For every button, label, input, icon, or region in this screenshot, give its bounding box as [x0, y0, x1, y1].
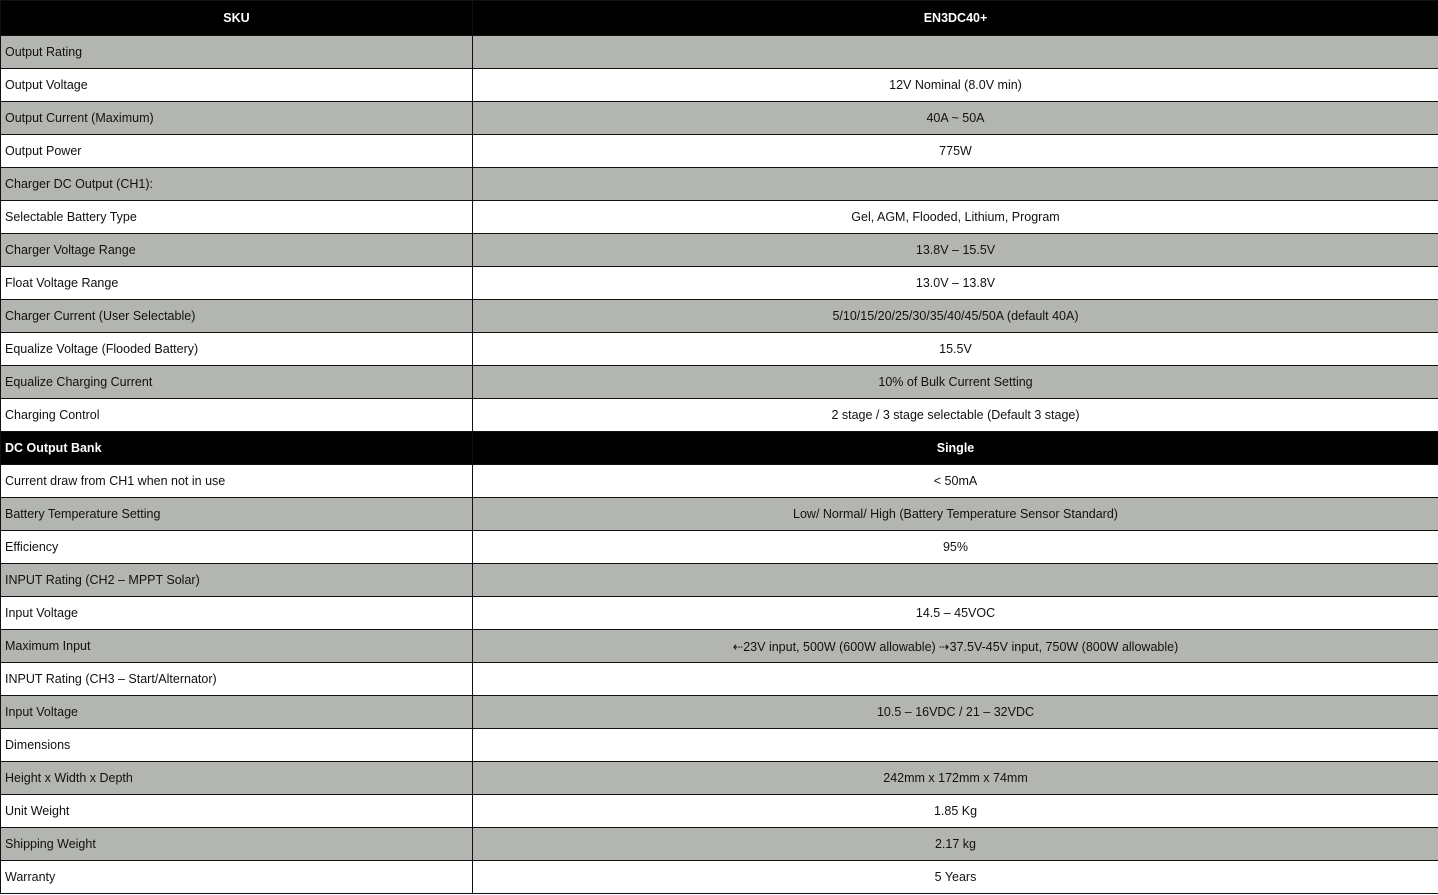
- row-value: ⇠23V input, 500W (600W allowable) ⇢37.5V-45V input, 750W (800W allowable): [473, 630, 1438, 663]
- row-value: Single: [473, 432, 1438, 465]
- table-row: [1, 597, 1438, 630]
- row-value: Low/ Normal/ High (Battery Temperature Sensor Standard): [473, 498, 1438, 531]
- row-label: Charger Current (User Selectable): [1, 300, 473, 333]
- row-value: [473, 729, 1438, 762]
- table-row: [1, 300, 1438, 333]
- row-label: Output Rating: [1, 36, 473, 69]
- row-value: Gel, AGM, Flooded, Lithium, Program: [473, 201, 1438, 234]
- row-label: Output Current (Maximum): [1, 102, 473, 135]
- table-row: [1, 333, 1438, 366]
- table-row: [1, 498, 1438, 531]
- table-row: [1, 366, 1438, 399]
- table-row: [1, 861, 1438, 894]
- table-row: [1, 729, 1438, 762]
- row-label: Equalize Voltage (Flooded Battery): [1, 333, 473, 366]
- row-value: 40A ~ 50A: [473, 102, 1438, 135]
- row-label: Charger DC Output (CH1):: [1, 168, 473, 201]
- table-row: [1, 795, 1438, 828]
- row-value: [473, 564, 1438, 597]
- row-label: Charging Control: [1, 399, 473, 432]
- table-row: [1, 36, 1438, 69]
- table-row: [1, 564, 1438, 597]
- row-value: [473, 36, 1438, 69]
- table-row: [1, 432, 1438, 465]
- row-label: INPUT Rating (CH2 – MPPT Solar): [1, 564, 473, 597]
- header-sku: SKU: [1, 1, 473, 36]
- row-value: 14.5 – 45VOC: [473, 597, 1438, 630]
- spec-table-body: [1, 36, 1438, 894]
- row-label: Current draw from CH1 when not in use: [1, 465, 473, 498]
- table-row: [1, 267, 1438, 300]
- row-value: 13.0V – 13.8V: [473, 267, 1438, 300]
- row-value: 2.17 kg: [473, 828, 1438, 861]
- row-label: INPUT Rating (CH3 – Start/Alternator): [1, 663, 473, 696]
- row-value: 2 stage / 3 stage selectable (Default 3 stage): [473, 399, 1438, 432]
- row-value: 775W: [473, 135, 1438, 168]
- row-value: 10.5 – 16VDC / 21 – 32VDC: [473, 696, 1438, 729]
- table-row: [1, 762, 1438, 795]
- row-value: 95%: [473, 531, 1438, 564]
- row-value: 5 Years: [473, 861, 1438, 894]
- table-row: [1, 663, 1438, 696]
- row-value: 13.8V – 15.5V: [473, 234, 1438, 267]
- row-label: Output Voltage: [1, 69, 473, 102]
- row-label: Charger Voltage Range: [1, 234, 473, 267]
- row-label: Unit Weight: [1, 795, 473, 828]
- row-value: 242mm x 172mm x 74mm: [473, 762, 1438, 795]
- row-label: Dimensions: [1, 729, 473, 762]
- row-label: Warranty: [1, 861, 473, 894]
- row-value: 15.5V: [473, 333, 1438, 366]
- table-row: [1, 102, 1438, 135]
- table-row: [1, 135, 1438, 168]
- table-row: [1, 696, 1438, 729]
- row-value: 5/10/15/20/25/30/35/40/45/50A (default 40A): [473, 300, 1438, 333]
- table-header-row: [1, 1, 1438, 36]
- table-row: [1, 234, 1438, 267]
- row-label: Output Power: [1, 135, 473, 168]
- row-label: Battery Temperature Setting: [1, 498, 473, 531]
- row-label: Input Voltage: [1, 597, 473, 630]
- row-label: Float Voltage Range: [1, 267, 473, 300]
- row-label: Height x Width x Depth: [1, 762, 473, 795]
- header-model: EN3DC40+: [473, 1, 1438, 36]
- row-label: Input Voltage: [1, 696, 473, 729]
- table-row: [1, 201, 1438, 234]
- row-label: Maximum Input: [1, 630, 473, 663]
- table-row: [1, 399, 1438, 432]
- table-row: [1, 531, 1438, 564]
- row-label: Selectable Battery Type: [1, 201, 473, 234]
- row-value: < 50mA: [473, 465, 1438, 498]
- row-label: Equalize Charging Current: [1, 366, 473, 399]
- row-value: [473, 168, 1438, 201]
- row-value: [473, 663, 1438, 696]
- row-value: 10% of Bulk Current Setting: [473, 366, 1438, 399]
- table-row: [1, 69, 1438, 102]
- row-label: Efficiency: [1, 531, 473, 564]
- table-row: [1, 828, 1438, 861]
- table-row: [1, 630, 1438, 663]
- table-row: [1, 465, 1438, 498]
- row-label: DC Output Bank: [1, 432, 473, 465]
- row-value: 12V Nominal (8.0V min): [473, 69, 1438, 102]
- row-value: 1.85 Kg: [473, 795, 1438, 828]
- table-row: [1, 168, 1438, 201]
- row-label: Shipping Weight: [1, 828, 473, 861]
